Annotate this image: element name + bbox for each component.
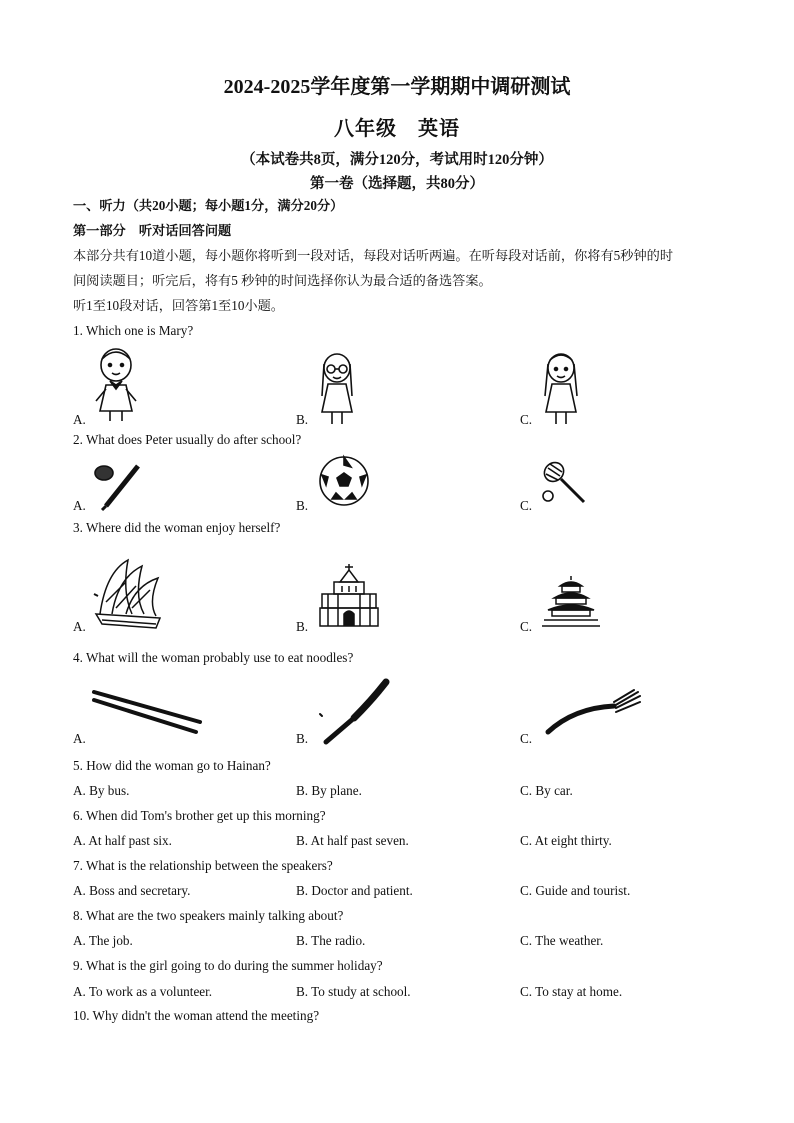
q6-option-c: C. At eight thirty.	[520, 833, 612, 848]
q9-option-c: C. To stay at home.	[520, 984, 623, 999]
girl-long-hair-image	[540, 350, 582, 426]
q2-option-b: B.	[296, 498, 309, 513]
exam-title: 2024-2025学年度第一学期期中调研测试	[223, 76, 571, 98]
fork-image	[544, 688, 640, 740]
tennis-racket-image	[540, 458, 588, 506]
intro-line-2: 间阅读题目；听完后，将有5 秒钟的时间选择你认为最合适的备选答案。	[73, 273, 492, 288]
temple-of-heaven-image	[542, 574, 600, 628]
q2-option-c: C.	[520, 498, 533, 513]
sydney-opera-house-image	[92, 552, 164, 632]
girl-with-glasses-image	[316, 350, 358, 426]
exam-note: （本试卷共8页，满分120分，考试用时120分钟）	[241, 152, 553, 168]
q8-option-a: A. The job.	[73, 933, 133, 948]
question-7: 7. What is the relationship between the speakers?	[73, 858, 333, 873]
q5-option-a: A. By bus.	[73, 783, 130, 798]
question-1: 1. Which one is Mary?	[73, 323, 194, 338]
knife-image	[318, 680, 390, 746]
q1-option-c: C.	[520, 412, 533, 427]
part-heading: 第一部分 听对话回答问题	[73, 223, 232, 238]
q2-option-a: A.	[73, 498, 86, 513]
q4-option-c: C.	[520, 731, 533, 746]
q8-option-c: C. The weather.	[520, 933, 604, 948]
girl-with-bow-image	[92, 345, 140, 423]
ruins-of-st-paul-image	[318, 562, 380, 628]
question-4: 4. What will the woman probably use to eat noodles?	[73, 650, 354, 665]
volume-heading: 第一卷（选择题，共80分）	[310, 176, 484, 192]
q5-option-c: C. By car.	[520, 783, 573, 798]
instruction-text: 听1至10段对话，回答第1至10小题。	[73, 298, 284, 313]
q9-option-b: B. To study at school.	[296, 984, 411, 999]
question-2: 2. What does Peter usually do after school?	[73, 432, 302, 447]
q8-option-b: B. The radio.	[296, 933, 366, 948]
q5-option-b: B. By plane.	[296, 783, 362, 798]
q6-option-a: A. At half past six.	[73, 833, 172, 848]
q7-option-a: A. Boss and secretary.	[73, 883, 191, 898]
question-6: 6. When did Tom's brother get up this morning?	[73, 808, 326, 823]
chopsticks-image	[92, 688, 204, 734]
q3-option-c: C.	[520, 619, 533, 634]
q1-option-a: A.	[73, 412, 86, 427]
q4-option-b: B.	[296, 731, 309, 746]
section-heading: 一、听力（共20小题；每小题1分，满分20分）	[73, 198, 344, 213]
q3-option-a: A.	[73, 619, 86, 634]
q6-option-b: B. At half past seven.	[296, 833, 409, 848]
question-8: 8. What are the two speakers mainly talking about?	[73, 908, 344, 923]
exam-subtitle: 八年级 英语	[334, 118, 460, 140]
q4-option-a: A.	[73, 731, 86, 746]
q7-option-b: B. Doctor and patient.	[296, 883, 413, 898]
q1-option-b: B.	[296, 412, 309, 427]
baseball-bat-image	[92, 462, 144, 512]
question-5: 5. How did the woman go to Hainan?	[73, 758, 271, 773]
q3-option-b: B.	[296, 619, 309, 634]
soccer-ball-image	[318, 455, 370, 507]
intro-line-1: 本部分共有10道小题，每小题你将听到一段对话，每段对话听两遍。在听每段对话前，你将有5秒钟的时	[73, 248, 674, 263]
q9-option-a: A. To work as a volunteer.	[73, 984, 213, 999]
question-3: 3. Where did the woman enjoy herself?	[73, 520, 281, 535]
question-10: 10. Why didn't the woman attend the meeting?	[73, 1008, 320, 1023]
question-9: 9. What is the girl going to do during the summer holiday?	[73, 958, 383, 973]
q7-option-c: C. Guide and tourist.	[520, 883, 631, 898]
